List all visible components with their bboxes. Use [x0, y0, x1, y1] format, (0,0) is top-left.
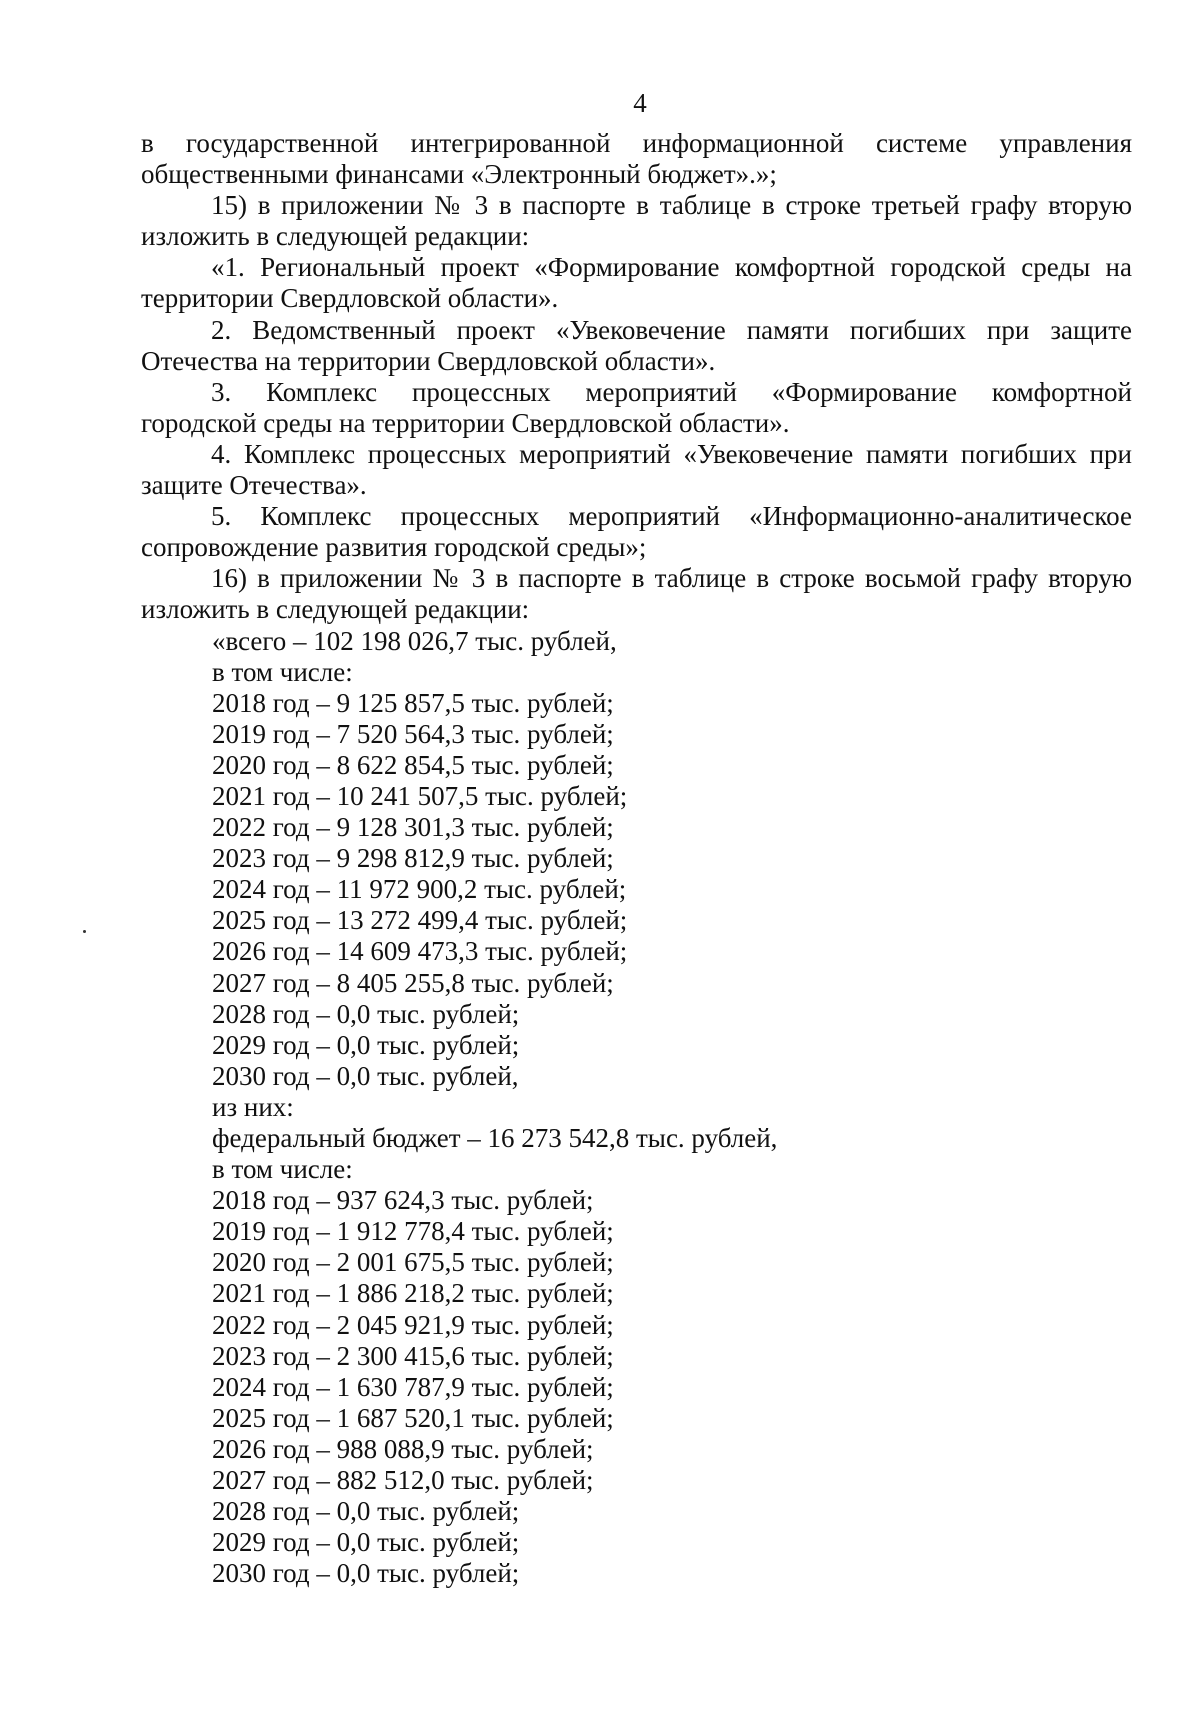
item-5-line-1: 5. Комплекс процессных мероприятий «Информационно-аналитическое	[211, 501, 1132, 532]
federal-year-2024: 2024 год – 1 630 787,9 тыс. рублей;	[212, 1371, 614, 1402]
paragraph-16-line-1: 16) в приложении № 3 в паспорте в таблице в строке восьмой графу вторую	[211, 563, 1132, 594]
total-year-2023: 2023 год – 9 298 812,9 тыс. рублей;	[212, 843, 614, 874]
federal-year-2020: 2020 год – 2 001 675,5 тыс. рублей;	[212, 1247, 614, 1278]
total-year-2019: 2019 год – 7 520 564,3 тыс. рублей;	[212, 718, 614, 749]
total-year-2018: 2018 год – 9 125 857,5 тыс. рублей;	[212, 687, 614, 718]
total-funding-list	[141, 626, 1132, 1590]
item-4-line-1: 4. Комплекс процессных мероприятий «Увековечение памяти погибших при	[211, 438, 1132, 469]
item-2-line-2: Отечества на территории Свердловской области».	[141, 345, 716, 376]
total-year-2028: 2028 год – 0,0 тыс. рублей;	[212, 998, 520, 1029]
paragraph-1-line-1: в государственной интегрированной информационной системе управления	[141, 128, 1132, 158]
page-number: 4	[633, 88, 647, 118]
total-year-2027: 2027 год – 8 405 255,8 тыс. рублей;	[212, 967, 614, 998]
federal-year-2027: 2027 год – 882 512,0 тыс. рублей;	[212, 1465, 594, 1496]
total-year-2029: 2029 год – 0,0 тыс. рублей;	[212, 1029, 520, 1060]
total-funding-line: «всего – 102 198 026,7 тыс. рублей,	[212, 625, 617, 656]
federal-year-2018: 2018 год – 937 624,3 тыс. рублей;	[212, 1185, 594, 1216]
paragraph-1-line-2: общественными финансами «Электронный бюджет».»;	[141, 159, 777, 190]
total-year-2025: 2025 год – 13 272 499,4 тыс. рублей;	[212, 905, 628, 936]
paragraph-16-line-2: изложить в следующей редакции:	[141, 594, 530, 625]
federal-year-2021: 2021 год – 1 886 218,2 тыс. рублей;	[212, 1278, 614, 1309]
federal-year-2022: 2022 год – 2 045 921,9 тыс. рублей;	[212, 1309, 614, 1340]
of-them-label: из них:	[212, 1091, 294, 1122]
document-body	[141, 128, 1132, 1589]
total-including-label: в том числе:	[212, 656, 353, 687]
total-year-2024: 2024 год – 11 972 900,2 тыс. рублей;	[212, 874, 627, 905]
federal-including-label: в том числе:	[212, 1154, 353, 1185]
total-year-2030: 2030 год – 0,0 тыс. рублей,	[212, 1060, 519, 1091]
item-2-line-1: 2. Ведомственный проект «Увековечение памяти погибших при защите	[211, 314, 1132, 345]
federal-year-2019: 2019 год – 1 912 778,4 тыс. рублей;	[212, 1216, 614, 1247]
scan-speck	[83, 930, 86, 933]
item-5-line-2: сопровождение развития городской среды»;	[141, 532, 647, 563]
item-1-line-1: «1. Региональный проект «Формирование комфортной городской среды на	[211, 252, 1132, 283]
federal-year-2026: 2026 год – 988 088,9 тыс. рублей;	[212, 1433, 594, 1464]
paragraph-15-line-2: изложить в следующей редакции:	[141, 221, 530, 252]
item-4-line-2: защите Отечества».	[141, 470, 367, 501]
paragraph-15-line-1: 15) в приложении № 3 в паспорте в таблице в строке третьей графу вторую	[211, 190, 1132, 221]
total-year-2026: 2026 год – 14 609 473,3 тыс. рублей;	[212, 936, 628, 967]
total-year-2021: 2021 год – 10 241 507,5 тыс. рублей;	[212, 780, 628, 811]
federal-year-2025: 2025 год – 1 687 520,1 тыс. рублей;	[212, 1402, 614, 1433]
total-year-2020: 2020 год – 8 622 854,5 тыс. рублей;	[212, 749, 614, 780]
federal-year-2028: 2028 год – 0,0 тыс. рублей;	[212, 1496, 520, 1527]
total-year-2022: 2022 год – 9 128 301,3 тыс. рублей;	[212, 812, 614, 843]
federal-year-2030: 2030 год – 0,0 тыс. рублей;	[212, 1558, 520, 1589]
item-3-line-1: 3. Комплекс процессных мероприятий «Формирование комфортной	[211, 376, 1132, 407]
item-1-line-2: территории Свердловской области».	[141, 283, 559, 314]
federal-year-2023: 2023 год – 2 300 415,6 тыс. рублей;	[212, 1340, 614, 1371]
federal-budget-line: федеральный бюджет – 16 273 542,8 тыс. рублей,	[212, 1123, 778, 1153]
federal-year-2029: 2029 год – 0,0 тыс. рублей;	[212, 1527, 520, 1558]
item-3-line-2: городской среды на территории Свердловской области».	[141, 407, 790, 438]
